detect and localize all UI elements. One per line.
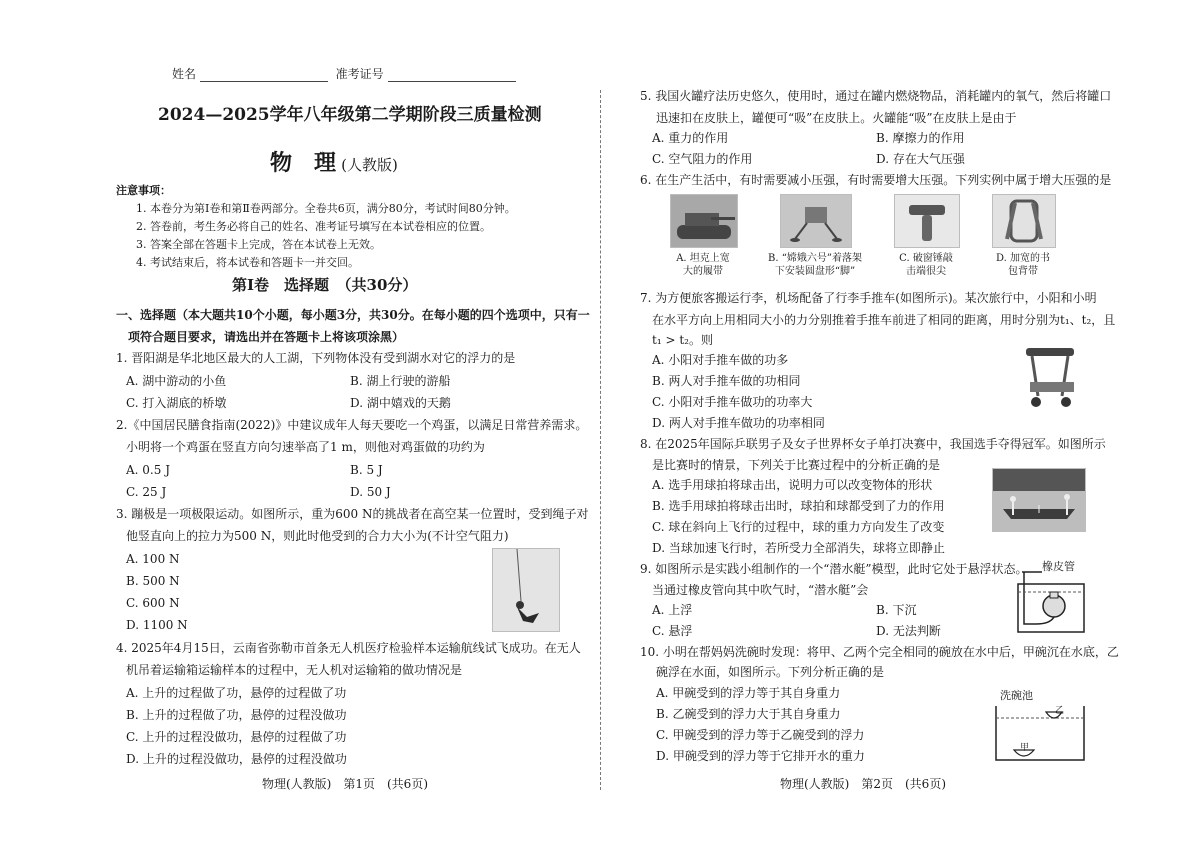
- lander-image: [780, 194, 852, 248]
- q2-option-a: A. 0.5 J: [126, 463, 171, 477]
- q8-option-d: D. 当球加速飞行时，若所受力全部消失，球将立即静止: [652, 541, 945, 555]
- note-item: 3. 答案全部在答题卡上完成，答在本试卷上无效。: [136, 238, 381, 251]
- q6-option-d-line: 包背带: [1008, 266, 1038, 277]
- q1-option-d: D. 湖中嬉戏的天鹅: [350, 396, 451, 410]
- q6-option-b-line: B. “嫦娥六号”着落架: [768, 253, 862, 264]
- q6-option-c-label: [890, 252, 962, 278]
- q9-option-a: A. 上浮: [652, 603, 693, 617]
- q3-option-a: A. 100 N: [126, 552, 180, 566]
- q6-option-c-line: 击端很尖: [906, 266, 946, 277]
- table-tennis-icon: [993, 469, 1085, 531]
- q9-stem: 9. 如图所示是实践小组制作的一个“潜水艇”模型，此时它处于悬浮状态。: [640, 562, 1028, 576]
- rubber-tube-label: 橡皮管: [1042, 560, 1075, 573]
- q9-option-d: D. 无法判断: [876, 624, 941, 638]
- table-tennis-image: [992, 468, 1086, 532]
- q3-option-c: C. 600 N: [126, 596, 180, 610]
- hammer-icon: [895, 195, 959, 247]
- q6-option-d-line: D. 加宽的书: [995, 253, 1051, 264]
- q6-option-a-label: [668, 252, 738, 278]
- sink-label: 洗碗池: [1000, 689, 1033, 702]
- q5-stem: 迅速扣在皮肤上，罐便可“吸”在皮肤上。火罐能“吸”在皮肤上是由于: [656, 111, 1017, 125]
- q10-stem: 碗浮在水面，如图所示。下列分析正确的是: [656, 665, 885, 679]
- section-title: 第Ⅰ卷 选择题 （共30分）: [232, 276, 418, 294]
- subject-heading: [270, 146, 398, 177]
- q4-stem: 机吊着运输箱运输样本的过程中，无人机对运输箱的做功情况是: [126, 663, 463, 677]
- subject-name: 物 理: [270, 150, 337, 176]
- q5-option-a: A. 重力的作用: [652, 131, 729, 145]
- luggage-cart-icon: [1016, 344, 1084, 410]
- q7-option-d: D. 两人对手推车做功的功率相同: [652, 416, 825, 430]
- sink-diagram: [994, 702, 1086, 764]
- q2-stem: 2.《中国居民膳食指南(2022)》中建议成年人每天要吃一个鸡蛋，以满足日常营养需求。: [116, 418, 588, 432]
- exam-no-label: 准考证号: [335, 67, 384, 81]
- section-instruction: 项符合题目要求，请选出并在答题卡上将该项涂黑）: [128, 330, 405, 344]
- q2-option-c: C. 25 J: [126, 485, 167, 499]
- q3-option-b: B. 500 N: [126, 574, 180, 588]
- footer-left: 物理(人教版) 第1页 (共6页): [262, 777, 428, 791]
- q6-option-b-line: 下安装圆盘形“脚”: [774, 266, 856, 277]
- q2-stem: 小明将一个鸡蛋在竖直方向匀速举高了1 m，则他对鸡蛋做的功约为: [126, 440, 485, 454]
- q4-option-d: D. 上升的过程没做功，悬停的过程没做功: [126, 752, 347, 766]
- exam-title: 2024—2025学年八年级第二学期阶段三质量检测: [158, 105, 542, 125]
- q6-stem: 6. 在生产生活中，有时需要减小压强，有时需要增大压强。下列实例中属于增大压强的是: [640, 173, 1112, 187]
- q9-stem: 当通过橡皮管向其中吹气时，“潜水艇”会: [652, 583, 869, 597]
- note-item: 1. 本卷分为第Ⅰ卷和第Ⅱ卷两部分。全卷共6页，满分80分，考试时间80分钟。: [136, 202, 516, 215]
- bungee-jumper-icon: [493, 549, 559, 631]
- q7-option-a: A. 小阳对手推车做的功多: [652, 353, 789, 367]
- notes-heading: 注意事项：: [116, 184, 171, 197]
- q1-option-b: B. 湖上行驶的游船: [350, 374, 451, 388]
- q9-option-b: B. 下沉: [876, 603, 917, 617]
- q1-option-a: A. 湖中游动的小鱼: [126, 374, 227, 388]
- window-hammer-image: [894, 194, 960, 248]
- q7-option-c: C. 小阳对手推车做功的功率大: [652, 395, 813, 409]
- q8-stem: 8. 在2025年国际乒联男子及女子世界杯女子单打决赛中，我国选手夺得冠军。如图所示: [640, 437, 1106, 451]
- q8-option-a: A. 选手用球拍将球击出，说明力可以改变物体的形状: [652, 478, 933, 492]
- tank-icon: [671, 195, 737, 247]
- q1-stem: 1. 晋阳湖是华北地区最大的人工湖，下列物体没有受到湖水对它的浮力的是: [116, 351, 516, 365]
- q3-stem: 他竖直向上的拉力为500 N，则此时他受到的合力大小为(不计空气阻力): [126, 529, 509, 543]
- subject-edition: (人教版): [341, 156, 398, 174]
- bowl-a-label: 甲: [1020, 743, 1030, 753]
- note-item: 4. 考试结束后，将本试卷和答题卡一并交回。: [136, 256, 359, 269]
- q8-stem: 是比赛时的情景，下列关于比赛过程中的分析正确的是: [652, 458, 941, 472]
- backpack-image: [992, 194, 1056, 248]
- q6-option-d-label: [988, 252, 1058, 278]
- lunar-lander-icon: [781, 195, 851, 247]
- q9-option-c: C. 悬浮: [652, 624, 693, 638]
- q10-option-c: C. 甲碗受到的浮力等于乙碗受到的浮力: [656, 728, 865, 742]
- q6-option-c-line: C. 破窗锤敲: [899, 253, 953, 264]
- tank-image: [670, 194, 738, 248]
- q6-option-a-line: A. 坦克上宽: [676, 253, 730, 264]
- q4-option-c: C. 上升的过程没做功，悬停的过程做了功: [126, 730, 347, 744]
- q6-option-a-line: 大的履带: [683, 266, 723, 277]
- q3-option-d: D. 1100 N: [126, 618, 188, 632]
- submarine-model-diagram: [1010, 562, 1090, 638]
- q7-stem: t₁ > t₂。则: [652, 333, 713, 347]
- name-row: [172, 66, 516, 82]
- q1-option-c: C. 打入湖底的桥墩: [126, 396, 227, 410]
- q10-option-d: D. 甲碗受到的浮力等于它排开水的重力: [656, 749, 865, 763]
- q5-stem: 5. 我国火罐疗法历史悠久，使用时，通过在罐内燃烧物品，消耗罐内的氧气，然后将罐口: [640, 89, 1112, 103]
- q10-option-a: A. 甲碗受到的浮力等于其自身重力: [656, 686, 841, 700]
- q2-option-b: B. 5 J: [350, 463, 383, 477]
- q5-option-d: D. 存在大气压强: [876, 152, 965, 166]
- q5-option-c: C. 空气阻力的作用: [652, 152, 753, 166]
- note-item: 2. 答卷前，考生务必将自己的姓名、准考证号填写在本试卷相应的位置。: [136, 220, 491, 233]
- q4-option-a: A. 上升的过程做了功，悬停的过程做了功: [126, 686, 347, 700]
- q6-option-b-label: [765, 252, 865, 278]
- q5-option-b: B. 摩擦力的作用: [876, 131, 965, 145]
- section-instruction: 一、选择题（本大题共10个小题，每小题3分，共30分。在每小题的四个选项中，只有一: [116, 308, 590, 322]
- name-label: 姓名: [172, 67, 197, 81]
- q10-stem: 10. 小明在帮妈妈洗碗时发现：将甲、乙两个完全相同的碗放在水中后，甲碗沉在水底，乙: [640, 645, 1119, 659]
- q10-option-b: B. 乙碗受到的浮力大于其自身重力: [656, 707, 841, 721]
- q7-stem: 7. 为方便旅客搬运行李，机场配备了行李手推车(如图所示)。某次旅行中，小阳和小明: [640, 291, 1097, 305]
- q3-stem: 3. 蹦极是一项极限运动。如图所示，重为600 N的挑战者在高空某一位置时，受到绳子对: [116, 507, 589, 521]
- q4-option-b: B. 上升的过程做了功，悬停的过程没做功: [126, 708, 347, 722]
- q2-option-d: D. 50 J: [350, 485, 391, 499]
- q4-stem: 4. 2025年4月15日，云南省弥勒市首条无人机医疗检验样本运输航线试飞成功。在无人: [116, 641, 581, 655]
- bungee-figure: [492, 548, 560, 632]
- q8-option-c: C. 球在斜向上飞行的过程中，球的重力方向发生了改变: [652, 520, 945, 534]
- q7-stem: 在水平方向上用相同大小的力分别推着手推车前进了相同的距离，用时分别为t₁、t₂，且: [652, 313, 1116, 327]
- q7-option-b: B. 两人对手推车做的功相同: [652, 374, 801, 388]
- backpack-icon: [993, 195, 1055, 247]
- q8-option-b: B. 选手用球拍将球击出时，球拍和球都受到了力的作用: [652, 499, 945, 513]
- exam-no-blank: [388, 69, 516, 82]
- page-divider: [600, 90, 601, 790]
- bowl-b-label: 乙: [1055, 706, 1065, 716]
- name-blank: [200, 69, 328, 82]
- footer-right: 物理(人教版) 第2页 (共6页): [780, 777, 946, 791]
